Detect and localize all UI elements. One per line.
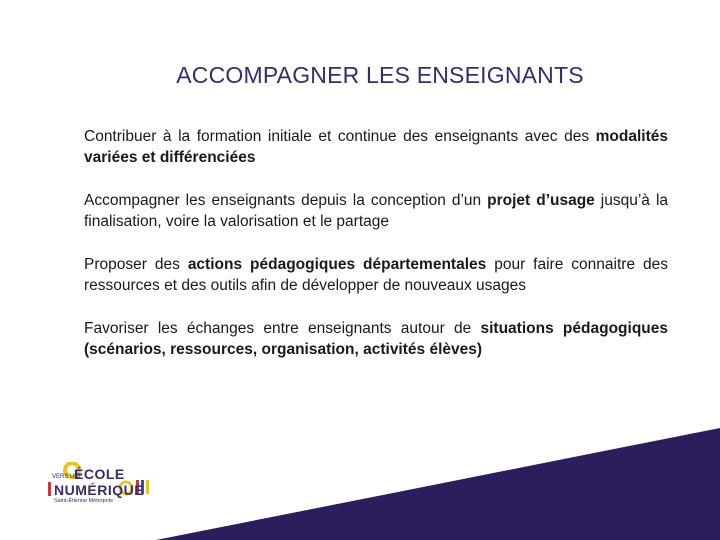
- logo-bar-3: [146, 480, 149, 494]
- band-shape: [156, 428, 720, 540]
- paragraph-2-text-2: jusqu’à la finalisation, voire la valorisation et le partage: [84, 192, 669, 230]
- paragraph-3-text-1: Proposer des: [84, 256, 188, 273]
- paragraph-4-text-1: Favoriser les échanges entre enseignants autour de: [84, 320, 481, 337]
- slide-title: ACCOMPAGNER LES ENSEIGNANTS: [176, 62, 584, 88]
- ecole-numerique-logo: [46, 462, 156, 512]
- paragraph-2-bold-1: projet d’usage: [487, 192, 595, 209]
- logo-ecole-text: ÉCOLE: [74, 466, 125, 482]
- paragraph-1-text-1: Contribuer à la formation initiale et continue des enseignants avec des: [84, 128, 596, 145]
- logo-red-bar: [48, 482, 51, 496]
- paragraph-3-text-2: pour faire connaitre des ressources et des outils afin de développer de nouveaux usages: [84, 256, 669, 294]
- logo-place-text: Saint-Étienne Métropole: [54, 498, 114, 504]
- paragraph-1-bold-1: modalités variées et différenciées: [84, 128, 668, 166]
- logo-numerique-text: NUMÉRIQUE: [54, 482, 145, 498]
- paragraph-3-bold-1: actions pédagogiques départementales: [187, 256, 487, 273]
- paragraph-2-text-1: Accompagner les enseignants depuis la conception d’un: [84, 192, 488, 209]
- logo-vers-text: VERS UNE: [52, 474, 83, 480]
- paragraph-4-bold-1: situations pédagogiques (scénarios, ressources, organisation, activités élèves): [84, 320, 668, 358]
